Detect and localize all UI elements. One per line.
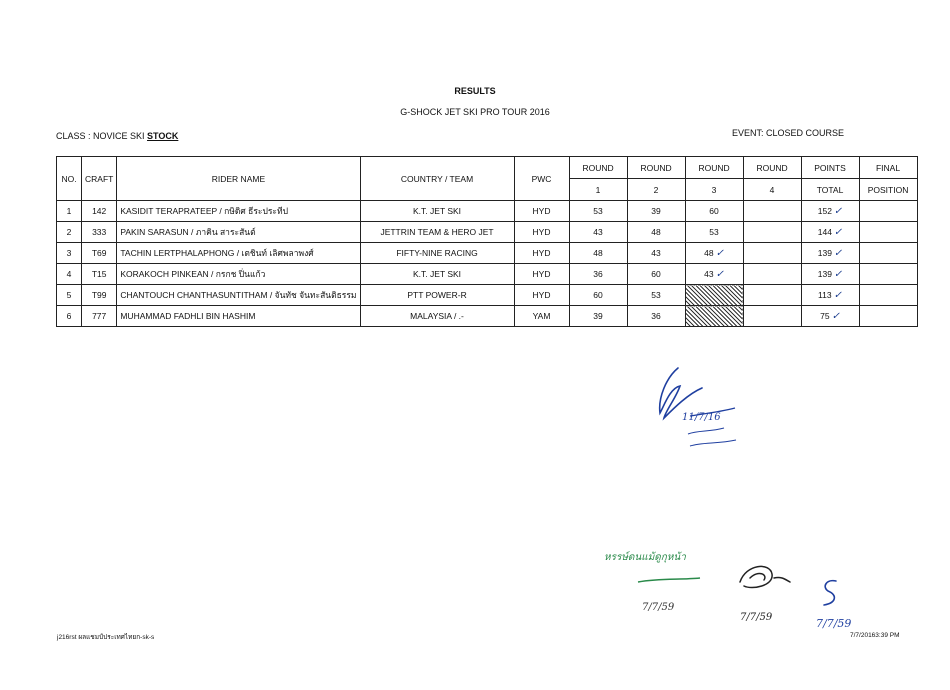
header-total: TOTAL (801, 179, 859, 201)
cell-position (859, 285, 917, 306)
cell-r1: 60 (569, 285, 627, 306)
cell-no: 3 (57, 243, 82, 264)
cell-total (801, 306, 859, 327)
cell-r2: 53 (627, 285, 685, 306)
class-prefix: CLASS : NOVICE SKI (56, 131, 148, 141)
table-row (57, 243, 918, 264)
class-label (56, 131, 178, 141)
table-row (57, 222, 918, 243)
cell-r4 (743, 243, 801, 264)
total-value: 75 (820, 310, 830, 321)
total-value: 139 (817, 247, 832, 258)
cell-r4 (743, 201, 801, 222)
cell-total (801, 243, 859, 264)
cell-r1: 48 (569, 243, 627, 264)
cell-team: JETTRIN TEAM & HERO JET (360, 222, 514, 243)
round-value: 48 (704, 247, 714, 258)
header-country: COUNTRY / TEAM (360, 157, 514, 201)
cell-team: K.T. JET SKI (360, 264, 514, 285)
cell-r2: 39 (627, 201, 685, 222)
document-title: RESULTS (454, 86, 496, 96)
cell-rider: TACHIN LERTPHALAPHONG / เตชินท์ เลิศพลาพงศ์ (117, 243, 360, 264)
cell-craft: 777 (82, 306, 117, 327)
cell-r1: 39 (569, 306, 627, 327)
cell-pwc: HYD (514, 222, 569, 243)
cell-r3-hatched (685, 285, 743, 306)
table-row (57, 201, 918, 222)
print-timestamp: 7/7/20163:39 PM (850, 632, 900, 639)
signature-3-date: 7/7/59 (740, 612, 773, 623)
cell-position (859, 243, 917, 264)
header-position: POSITION (859, 179, 917, 201)
cell-position (859, 306, 917, 327)
signature-2-note: หรรษ์ดนแม้ดูกุหน้า (604, 552, 686, 563)
cell-r1: 53 (569, 201, 627, 222)
cell-no: 1 (57, 201, 82, 222)
header-pwc: PWC (514, 157, 569, 201)
cell-pwc: HYD (514, 243, 569, 264)
cell-total (801, 285, 859, 306)
cell-rider: KASIDIT TERAPRATEEP / กษิดิศ ธีระประทีป (117, 201, 360, 222)
header-r3: 3 (685, 179, 743, 201)
signature-1-date: 11/7/16 (682, 412, 721, 423)
signature-3 (730, 560, 800, 625)
total-value: 139 (817, 268, 832, 279)
cell-r1: 36 (569, 264, 627, 285)
cell-total (801, 201, 859, 222)
cell-team: PTT POWER-R (360, 285, 514, 306)
cell-r1: 43 (569, 222, 627, 243)
check-mark-icon: ✓ (831, 310, 840, 322)
header-round1: ROUND (569, 157, 627, 179)
signature-4 (812, 575, 862, 635)
header-rider: RIDER NAME (117, 157, 360, 201)
signature-2-date: 7/7/59 (642, 602, 675, 613)
cell-r3 (685, 264, 743, 285)
header-points: POINTS (801, 157, 859, 179)
signature-2 (600, 538, 735, 618)
footer-filename: j216rst ผลแชมป์ประเทศไทยก-sk-s (57, 634, 155, 641)
check-mark-icon: ✓ (833, 289, 842, 301)
cell-r3-hatched (685, 306, 743, 327)
cell-position (859, 222, 917, 243)
cell-craft: T15 (82, 264, 117, 285)
table-row (57, 264, 918, 285)
document-subtitle: G-SHOCK JET SKI PRO TOUR 2016 (400, 107, 550, 117)
table-row (57, 306, 918, 327)
signature-1 (640, 358, 770, 463)
cell-no: 2 (57, 222, 82, 243)
total-value: 144 (817, 226, 832, 237)
total-value: 113 (818, 289, 832, 300)
cell-r4 (743, 306, 801, 327)
header-r4: 4 (743, 179, 801, 201)
cell-r2: 60 (627, 264, 685, 285)
check-mark-icon: ✓ (833, 205, 843, 217)
cell-rider: MUHAMMAD FADHLI BIN HASHIM (117, 306, 360, 327)
cell-craft: 142 (82, 201, 117, 222)
round-value: 43 (704, 268, 714, 279)
cell-total (801, 264, 859, 285)
cell-no: 6 (57, 306, 82, 327)
header-round3: ROUND (685, 157, 743, 179)
cell-rider: KORAKOCH PINKEAN / กรกช ปิ่นแก้ว (117, 264, 360, 285)
check-mark-icon: ✓ (833, 247, 843, 259)
header-round4: ROUND (743, 157, 801, 179)
cell-rider: CHANTOUCH CHANTHASUNTITHAM / จันทัช จันทะสันติธรรม (117, 285, 360, 306)
cell-team: FIFTY-NINE RACING (360, 243, 514, 264)
header-craft: CRAFT (82, 157, 117, 201)
cell-craft: T69 (82, 243, 117, 264)
header-round2: ROUND (627, 157, 685, 179)
cell-rider: PAKIN SARASUN / ภาคิน สาระสันต์ (117, 222, 360, 243)
cell-pwc: YAM (514, 306, 569, 327)
cell-no: 5 (57, 285, 82, 306)
check-mark-icon: ✓ (715, 247, 724, 259)
table-row (57, 285, 918, 306)
cell-r3: 53 (685, 222, 743, 243)
header-no: NO. (57, 157, 82, 201)
cell-r2: 48 (627, 222, 685, 243)
cell-r4 (743, 285, 801, 306)
check-mark-icon: ✓ (833, 268, 843, 280)
cell-pwc: HYD (514, 264, 569, 285)
class-stock: STOCK (147, 131, 179, 141)
cell-r2: 36 (627, 306, 685, 327)
cell-position (859, 264, 917, 285)
signature-4-date: 7/7/59 (816, 617, 852, 630)
cell-team: K.T. JET SKI (360, 201, 514, 222)
cell-no: 4 (57, 264, 82, 285)
results-table (56, 156, 918, 327)
header-r2: 2 (627, 179, 685, 201)
cell-craft: T99 (82, 285, 117, 306)
cell-pwc: HYD (514, 285, 569, 306)
cell-craft: 333 (82, 222, 117, 243)
cell-r4 (743, 222, 801, 243)
header-r1: 1 (569, 179, 627, 201)
cell-pwc: HYD (514, 201, 569, 222)
cell-r3 (685, 243, 743, 264)
cell-r2: 43 (627, 243, 685, 264)
cell-r4 (743, 264, 801, 285)
total-value: 152 (817, 205, 832, 216)
cell-total (801, 222, 859, 243)
cell-team: MALAYSIA / .- (360, 306, 514, 327)
check-mark-icon: ✓ (833, 226, 843, 238)
header-final: FINAL (859, 157, 917, 179)
check-mark-icon: ✓ (715, 268, 724, 280)
event-label: EVENT: CLOSED COURSE (732, 128, 845, 138)
cell-r3: 60 (685, 201, 743, 222)
cell-position (859, 201, 917, 222)
